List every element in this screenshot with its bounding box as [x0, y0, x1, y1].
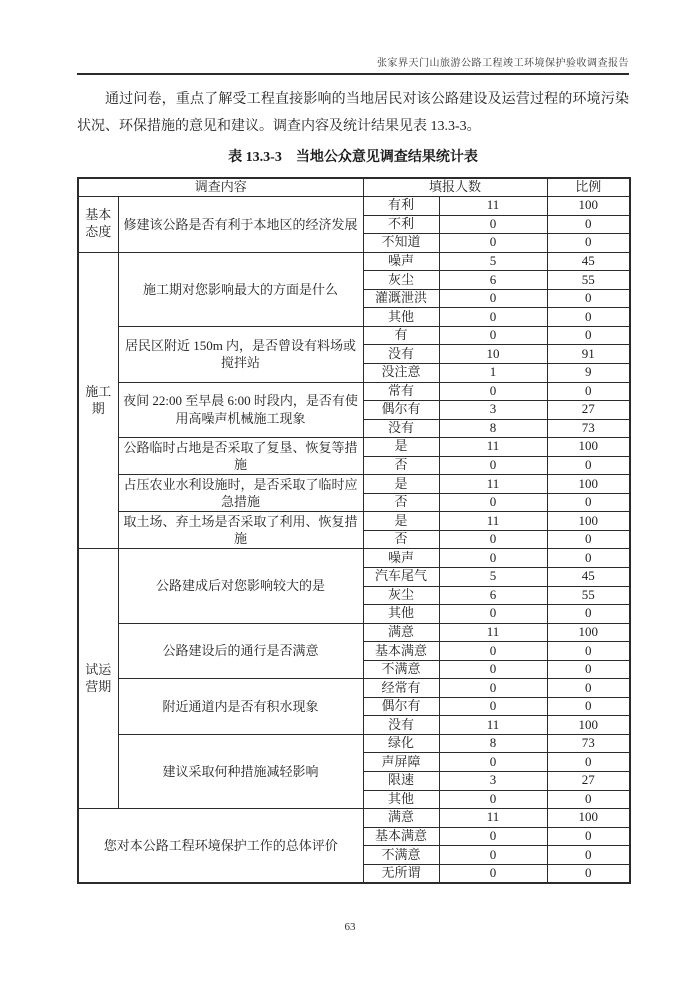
option-cell: 灰尘	[363, 271, 439, 290]
percent-cell: 0	[547, 289, 630, 308]
count-cell: 0	[439, 289, 547, 308]
count-cell: 0	[439, 493, 547, 512]
count-cell: 8	[439, 419, 547, 438]
option-cell: 是	[363, 512, 439, 531]
table-row	[78, 438, 630, 457]
question-cell: 公路建成后对您影响较大的是	[118, 549, 363, 623]
count-cell: 11	[439, 475, 547, 494]
table-row	[78, 475, 630, 494]
percent-cell: 100	[547, 512, 630, 531]
count-cell: 11	[439, 512, 547, 531]
count-cell: 10	[439, 345, 547, 364]
running-header: 张家界天门山旅游公路工程竣工环境保护验收调查报告	[77, 54, 629, 75]
group-cell: 试运营期	[78, 549, 118, 809]
count-cell: 8	[439, 734, 547, 753]
count-cell: 0	[439, 660, 547, 679]
option-cell: 灰尘	[363, 586, 439, 605]
percent-cell: 100	[547, 716, 630, 735]
option-cell: 不利	[363, 215, 439, 234]
option-cell: 否	[363, 530, 439, 549]
option-cell: 没有	[363, 345, 439, 364]
percent-cell: 73	[547, 419, 630, 438]
table-row	[78, 809, 630, 828]
count-cell: 5	[439, 567, 547, 586]
option-cell: 没注意	[363, 363, 439, 382]
count-cell: 0	[439, 753, 547, 772]
percent-cell: 0	[547, 234, 630, 253]
percent-cell: 91	[547, 345, 630, 364]
percent-cell: 0	[547, 382, 630, 401]
option-cell: 其他	[363, 790, 439, 809]
header-ratio: 比例	[547, 178, 630, 197]
count-cell: 0	[439, 679, 547, 698]
table-row	[78, 382, 630, 401]
option-cell: 灌溉泄洪	[363, 289, 439, 308]
count-cell: 6	[439, 586, 547, 605]
count-cell: 0	[439, 234, 547, 253]
count-cell: 0	[439, 326, 547, 345]
table-row	[78, 197, 630, 216]
count-cell: 0	[439, 864, 547, 883]
count-cell: 11	[439, 197, 547, 216]
option-cell: 限速	[363, 772, 439, 791]
count-cell: 0	[439, 308, 547, 327]
percent-cell: 27	[547, 401, 630, 420]
count-cell: 1	[439, 363, 547, 382]
table-row	[78, 679, 630, 698]
percent-cell: 9	[547, 363, 630, 382]
count-cell: 11	[439, 623, 547, 642]
header-survey-content: 调查内容	[78, 178, 363, 197]
count-cell: 5	[439, 252, 547, 271]
count-cell: 0	[439, 549, 547, 568]
count-cell: 11	[439, 438, 547, 457]
percent-cell: 0	[547, 753, 630, 772]
question-cell: 夜间 22:00 至早晨 6:00 时段内，是否有使用高噪声机械施工现象	[118, 382, 363, 438]
percent-cell: 0	[547, 679, 630, 698]
percent-cell: 0	[547, 605, 630, 624]
option-cell: 不满意	[363, 660, 439, 679]
percent-cell: 45	[547, 252, 630, 271]
percent-cell: 55	[547, 586, 630, 605]
percent-cell: 55	[547, 271, 630, 290]
option-cell: 基本满意	[363, 642, 439, 661]
table-row	[78, 326, 630, 345]
option-cell: 其他	[363, 605, 439, 624]
option-cell: 否	[363, 456, 439, 475]
option-cell: 无所谓	[363, 864, 439, 883]
intro-paragraph: 通过问卷，重点了解受工程直接影响的当地居民对该公路建设及运营过程的环境污染状况、环保措施的意见和建议。调查内容及统计结果见表 13.3-3。	[77, 92, 629, 134]
option-cell: 满意	[363, 623, 439, 642]
option-cell: 常有	[363, 382, 439, 401]
percent-cell: 0	[547, 493, 630, 512]
option-cell: 声屏障	[363, 753, 439, 772]
percent-cell: 0	[547, 660, 630, 679]
count-cell: 0	[439, 697, 547, 716]
table-caption: 表 13.3-3 当地公众意见调查结果统计表	[228, 150, 478, 165]
option-cell: 有利	[363, 197, 439, 216]
percent-cell: 0	[547, 530, 630, 549]
count-cell: 11	[439, 716, 547, 735]
option-cell: 噪声	[363, 252, 439, 271]
count-cell: 6	[439, 271, 547, 290]
percent-cell: 0	[547, 326, 630, 345]
percent-cell: 0	[547, 215, 630, 234]
count-cell: 3	[439, 401, 547, 420]
table-header-row	[78, 178, 630, 197]
percent-cell: 73	[547, 734, 630, 753]
question-cell: 建议采取何种措施减轻影响	[118, 734, 363, 808]
table-row	[78, 549, 630, 568]
question-cell: 附近通道内是否有积水现象	[118, 679, 363, 735]
percent-cell: 27	[547, 772, 630, 791]
percent-cell: 0	[547, 697, 630, 716]
option-cell: 是	[363, 475, 439, 494]
group-cell: 施工期	[78, 252, 118, 549]
option-cell: 其他	[363, 308, 439, 327]
group-cell: 基本态度	[78, 197, 118, 253]
count-cell: 0	[439, 605, 547, 624]
page-number: 63	[344, 921, 356, 933]
option-cell: 偶尔有	[363, 401, 439, 420]
header-respondent-count: 填报人数	[363, 178, 547, 197]
percent-cell: 0	[547, 790, 630, 809]
question-cell: 居民区附近 150m 内，是否曾设有料场或搅拌站	[118, 326, 363, 382]
percent-cell: 0	[547, 827, 630, 846]
question-cell: 公路临时占地是否采取了复垦、恢复等措施	[118, 438, 363, 475]
option-cell: 偶尔有	[363, 697, 439, 716]
percent-cell: 100	[547, 438, 630, 457]
percent-cell: 45	[547, 567, 630, 586]
percent-cell: 100	[547, 809, 630, 828]
percent-cell: 0	[547, 549, 630, 568]
option-cell: 没有	[363, 419, 439, 438]
option-cell: 基本满意	[363, 827, 439, 846]
option-cell: 不知道	[363, 234, 439, 253]
percent-cell: 0	[547, 456, 630, 475]
count-cell: 11	[439, 809, 547, 828]
percent-cell: 0	[547, 642, 630, 661]
option-cell: 绿化	[363, 734, 439, 753]
question-cell: 公路建设后的通行是否满意	[118, 623, 363, 679]
table-row	[78, 252, 630, 271]
question-cell: 您对本公路工程环境保护工作的总体评价	[78, 809, 363, 883]
count-cell: 3	[439, 772, 547, 791]
option-cell: 不满意	[363, 846, 439, 865]
percent-cell: 100	[547, 197, 630, 216]
count-cell: 0	[439, 642, 547, 661]
survey-table	[77, 177, 631, 884]
percent-cell: 0	[547, 864, 630, 883]
percent-cell: 0	[547, 846, 630, 865]
percent-cell: 100	[547, 475, 630, 494]
count-cell: 0	[439, 827, 547, 846]
option-cell: 是	[363, 438, 439, 457]
percent-cell: 0	[547, 308, 630, 327]
option-cell: 满意	[363, 809, 439, 828]
option-cell: 经常有	[363, 679, 439, 698]
table-row	[78, 512, 630, 531]
table-row	[78, 734, 630, 753]
option-cell: 有	[363, 326, 439, 345]
question-cell: 施工期对您影响最大的方面是什么	[118, 252, 363, 326]
question-cell: 占压农业水利设施时，是否采取了临时应急措施	[118, 475, 363, 512]
table-row	[78, 623, 630, 642]
option-cell: 汽车尾气	[363, 567, 439, 586]
count-cell: 0	[439, 530, 547, 549]
question-cell: 取土场、弃土场是否采取了利用、恢复措施	[118, 512, 363, 549]
count-cell: 0	[439, 215, 547, 234]
count-cell: 0	[439, 382, 547, 401]
percent-cell: 100	[547, 623, 630, 642]
question-cell: 修建该公路是否有利于本地区的经济发展	[118, 197, 363, 253]
count-cell: 0	[439, 846, 547, 865]
option-cell: 噪声	[363, 549, 439, 568]
count-cell: 0	[439, 456, 547, 475]
count-cell: 0	[439, 790, 547, 809]
option-cell: 没有	[363, 716, 439, 735]
option-cell: 否	[363, 493, 439, 512]
